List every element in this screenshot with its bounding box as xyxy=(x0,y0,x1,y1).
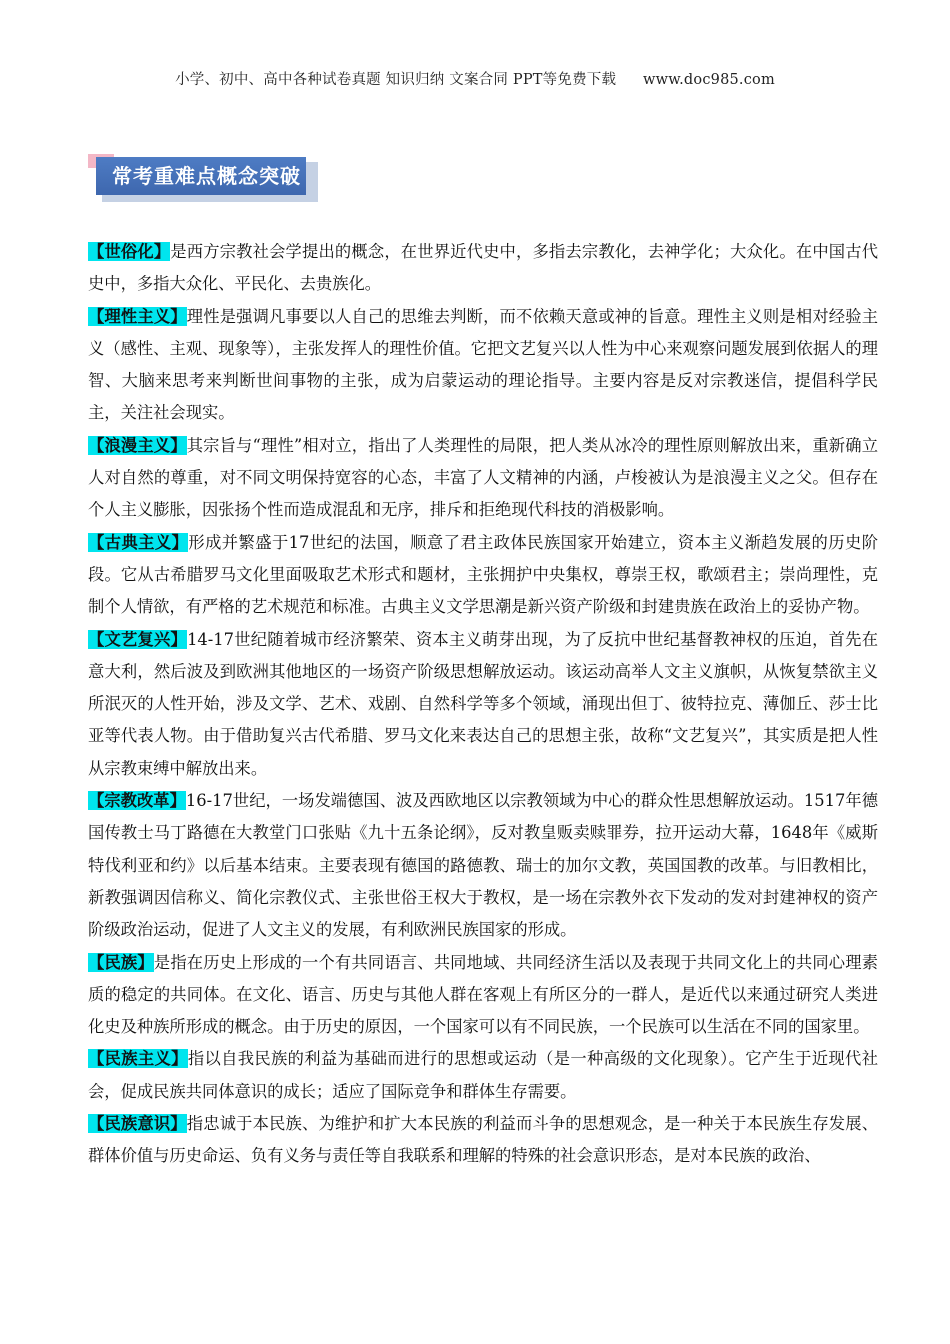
concept-text: 是西方宗教社会学提出的概念，在世界近代史中，多指去宗教化，去神学化；大众化。在中国古代史中，多指大众化、平民化、去贵族化。 xyxy=(88,242,878,294)
concept-entry-national-consciousness xyxy=(88,1108,878,1173)
concept-entry-nationalism xyxy=(88,1043,878,1108)
concept-entry-rationalism xyxy=(88,301,878,430)
header-site-url[interactable]: www.doc985.com xyxy=(642,72,775,88)
concept-text: 指忠诚于本民族、为维护和扩大本民族的利益而斗争的思想观念，是一种关于本民族生存发展、群体价值与历史命运、负有义务与责任等自我联系和理解的特殊的社会意识形态，是对本民族的政治、 xyxy=(88,1114,878,1166)
concept-term: 【世俗化】 xyxy=(88,242,171,261)
concept-term: 【宗教改革】 xyxy=(88,791,186,811)
concept-term: 【民族】 xyxy=(88,952,154,972)
page-header xyxy=(0,68,950,89)
concept-text: 是指在历史上形成的一个有共同语言、共同地域、共同经济生活以及表现于共同文化上的共同心理素质的稳定的共同体。在文化、语言、历史与其他人群在客观上有所区分的一群人，是近代以来通过研究人类进化史及种族所形成的概念。由于历史的原因，一个国家可以有不同民族，一个民族可以生活在不同的国家里。 xyxy=(88,952,878,1037)
concept-entry-classicism xyxy=(88,527,878,624)
concept-text: 形成并繁盛于17世纪的法国，顺意了君主政体民族国家开始建立，资本主义渐趋发展的历史阶段。它从古希腊罗马文化里面吸取艺术形式和题材，主张拥护中央集权，尊崇王权，歌颂君主；崇尚理性，克制个人情欲，有严格的艺术规范和标准。古典主义文学思潮是新兴资产阶级和封建贵族在政治上的妥协产物。 xyxy=(88,532,878,617)
concept-entry-secularization xyxy=(88,236,878,301)
concept-term: 【文艺复兴】 xyxy=(88,629,188,649)
concept-text: 指以自我民族的利益为基础而进行的思想或运动（是一种高级的文化现象）。它产生于近现代社会，促成民族共同体意识的成长；适应了国际竞争和群体生存需要。 xyxy=(88,1049,878,1101)
concept-term: 【民族意识】 xyxy=(88,1114,187,1134)
concept-entry-renaissance xyxy=(88,624,878,785)
concept-text: 14-17世纪随着城市经济繁荣、资本主义萌芽出现，为了反抗中世纪基督教神权的压迫，首先在意大利，然后波及到欧洲其他地区的一场资产阶级思想解放运动。该运动高举人文主义旗帜，从恢复禁欲主义所泯灭的人性开始，涉及文学、艺术、戏剧、自然科学等多个领域，涌现出但丁、彼特拉克、薄伽丘、莎士比亚等代表人物。由于借助复兴古代希腊、罗马文化来表达自己的思想主张，故称“文艺复兴”，其实质是把人性从宗教束缚中解放出来。 xyxy=(88,629,878,778)
concept-list xyxy=(88,236,878,1173)
concept-text: 16-17世纪，一场发端德国、波及西欧地区以宗教领域为中心的群众性思想解放运动。1517年德国传教士马丁路德在大教堂门口张贴《九十五条论纲》，反对教皇贩卖赎罪券，拉开运动大幕，1648年《威斯特伐利亚和约》以后基本结束。主要表现有德国的路德教、瑞士的加尔文教，英国国教的改革。与旧教相比，新教强调因信称义、简化宗教仪式、主张世俗王权大于教权，是一场在宗教外衣下发动的发对封建神权的资产阶级政治运动，促进了人文主义的发展，有利欧洲民族国家的形成。 xyxy=(88,791,878,940)
concept-text: 其宗旨与“理性”相对立，指出了人类理性的局限，把人类从冰冷的理性原则解放出来，重新确立人对自然的尊重，对不同文明保持宽容的心态，丰富了人文精神的内涵，卢梭被认为是浪漫主义之父。但存在个人主义膨胀，因张扬个性而造成混乱和无序，排斥和拒绝现代科技的消极影响。 xyxy=(88,435,878,520)
section-banner xyxy=(88,154,320,204)
concept-term: 【浪漫主义】 xyxy=(88,435,187,455)
concept-entry-reformation xyxy=(88,785,878,946)
concept-term: 【民族主义】 xyxy=(88,1049,188,1069)
concept-entry-romanticism xyxy=(88,430,878,527)
section-title: 常考重难点概念突破 xyxy=(96,157,306,195)
header-text: 小学、初中、高中各种试卷真题 知识归纳 文案合同 PPT等免费下载 xyxy=(175,72,617,88)
concept-text: 理性是强调凡事要以人自己的思维去判断，而不依赖天意或神的旨意。理性主义则是相对经验主义（感性、主观、现象等），主张发挥人的理性价值。它把文艺复兴以人性为中心来观察问题发展到依据人的理智、大脑来思考来判断世间事物的主张，成为启蒙运动的理论指导。主要内容是反对宗教迷信，提倡科学民主，关注社会现实。 xyxy=(88,306,878,423)
concept-entry-nation xyxy=(88,947,878,1044)
concept-term: 【古典主义】 xyxy=(88,532,189,552)
concept-term: 【理性主义】 xyxy=(88,306,187,326)
